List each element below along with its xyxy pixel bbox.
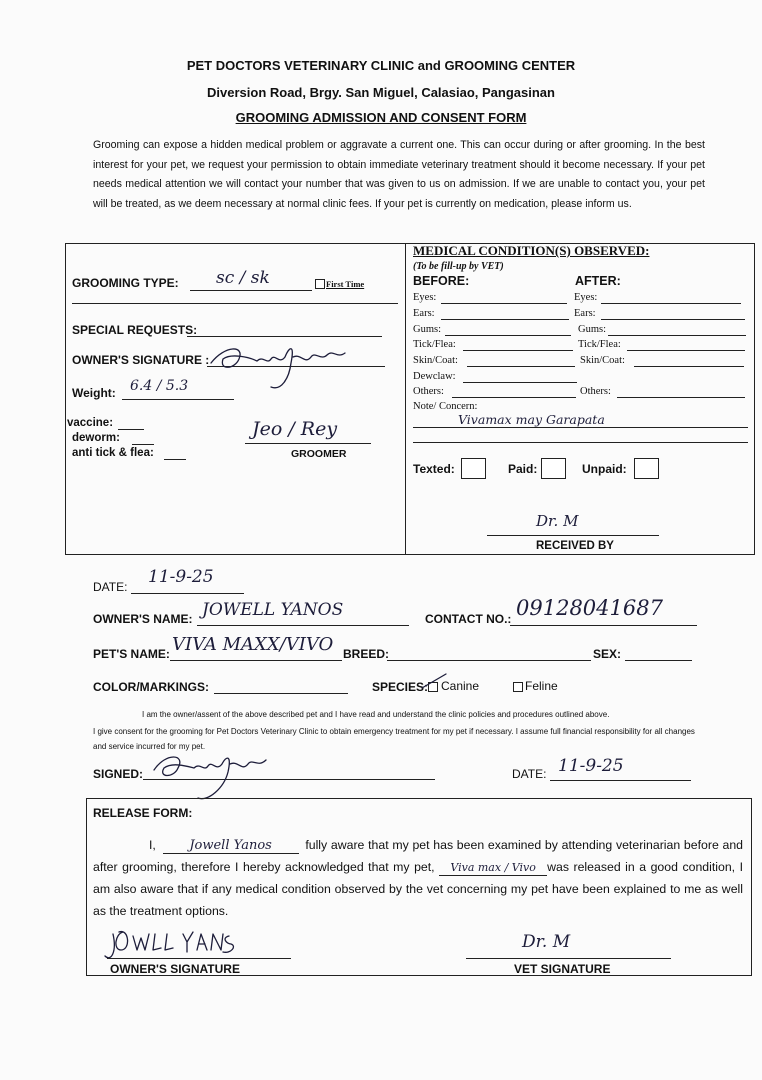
release-pet-written[interactable]: Viva max / Vivo	[439, 861, 547, 876]
owner-name-value[interactable]: JOWELL YANOS	[202, 600, 344, 620]
owner-signature-mark	[205, 335, 355, 395]
owner-name-label: OWNER'S NAME:	[93, 612, 193, 626]
before-skin-coat: Skin/Coat:	[413, 355, 458, 366]
consent-text-2: I give consent for the grooming for Pet Doctors Veterinary Clinic to obtain emergency treatment for my pet if necessary. I assume full financial responsibility for all changes and service incurred for my pet.	[93, 727, 695, 751]
canine-label: Canine	[441, 679, 480, 693]
paid-checkbox[interactable]	[541, 458, 566, 479]
release-text-2: fully aware that my pet has been examined by attending veterinarian before and after grooming, therefore I hereby acknowledged that my pet,	[93, 838, 744, 874]
date-value[interactable]: 11-9-25	[148, 567, 214, 587]
before-others: Others:	[413, 386, 444, 397]
note-concern-label: Note/ Concern:	[413, 401, 478, 412]
date-label: DATE:	[93, 580, 128, 594]
medical-condition-subtitle: (To be fill-up by VET)	[413, 261, 504, 272]
texted-label: Texted:	[413, 462, 455, 476]
contact-value[interactable]: 09128041687	[516, 596, 663, 620]
deworm-label: deworm:	[72, 432, 120, 444]
grooming-type-label: GROOMING TYPE:	[72, 276, 179, 290]
box-divider	[405, 243, 406, 555]
texted-checkbox[interactable]	[461, 458, 486, 479]
first-time-checkbox[interactable]	[315, 279, 325, 289]
before-label: BEFORE:	[413, 274, 470, 288]
after-ears: Ears:	[574, 308, 596, 319]
release-text-3: was released in a good condition, I am also aware that if any medical condition observed by the vet concerning my pet have been explained to me as well as the treatment options.	[93, 860, 744, 918]
breed-label: BREED:	[343, 647, 390, 661]
sex-label: SEX:	[593, 647, 622, 661]
paid-label: Paid:	[508, 462, 538, 476]
received-by-value[interactable]: Dr. M	[536, 512, 579, 530]
unpaid-checkbox[interactable]	[634, 458, 659, 479]
vaccine-label: vaccine:	[67, 417, 114, 429]
release-owner-written[interactable]: Jowell Yanos	[163, 839, 299, 854]
species-label: SPECIES:	[372, 680, 429, 694]
unpaid-label: Unpaid:	[582, 462, 627, 476]
contact-label: CONTACT NO.:	[425, 612, 512, 626]
weight-label: Weight:	[72, 386, 116, 400]
release-text-1: I,	[149, 838, 156, 852]
grooming-type-value[interactable]: sc / sk	[216, 268, 270, 288]
pet-name-value[interactable]: VIVA MAXX/VIVO	[172, 634, 334, 655]
groomer-label: GROOMER	[291, 448, 347, 460]
after-skin-coat: Skin/Coat:	[580, 355, 625, 366]
groomer-value[interactable]: Jeo / Rey	[252, 418, 338, 440]
intro-paragraph: Grooming can expose a hidden medical problem or aggravate a current one. This can occur during or after grooming. In the best interest for your pet, we request your permission to obtain immediate veterinary treatment should it become necessary. If your pet needs medical attention we will contact your number that was given to us on admission. If we are unable to contact you, your pet will be treated, as we deem necessary at normal clinic fees. If your pet is currently on medication, please inform us.	[93, 139, 705, 210]
before-gums: Gums:	[413, 324, 442, 335]
after-eyes: Eyes:	[574, 292, 598, 303]
medical-condition-title: MEDICAL CONDITION(S) OBSERVED:	[413, 243, 650, 258]
color-markings-label: COLOR/MARKINGS:	[93, 680, 209, 694]
weight-value[interactable]: 6.4 / 5.3	[130, 378, 189, 394]
before-tick-flea: Tick/Flea:	[413, 339, 456, 350]
feline-label: Feline	[525, 679, 558, 693]
before-eyes: Eyes:	[413, 292, 437, 303]
received-by-label: RECEIVED BY	[536, 540, 614, 552]
form-title: GROOMING ADMISSION AND CONSENT FORM	[235, 110, 527, 125]
vet-signature-value[interactable]: Dr. M	[522, 932, 571, 952]
signed-date-label: DATE:	[512, 767, 547, 781]
clinic-address: Diversion Road, Brgy. San Miguel, Calasiao, Pangasinan	[207, 85, 555, 100]
before-dewclaw: Dewclaw:	[413, 371, 456, 382]
owner-signature-label: OWNER'S SIGNATURE :	[72, 353, 210, 367]
release-form-title: RELEASE FORM:	[93, 806, 193, 820]
before-ears: Ears:	[413, 308, 435, 319]
after-label: AFTER:	[575, 274, 621, 288]
feline-checkbox[interactable]	[513, 682, 523, 692]
consent-text-1: I am the owner/assent of the above described pet and I have read and understand the clinic policies and procedures outlined above.	[142, 710, 610, 719]
clinic-name: PET DOCTORS VETERINARY CLINIC and GROOMING CENTER	[186, 58, 576, 73]
vet-signature-label: VET SIGNATURE	[514, 962, 611, 976]
first-time-label: First Time	[326, 279, 365, 289]
special-requests-label: SPECIAL REQUESTS:	[72, 323, 198, 337]
release-paragraph	[93, 834, 743, 922]
note-concern-value[interactable]: Vivamax may Garapata	[458, 412, 605, 427]
after-gums: Gums:	[578, 324, 607, 335]
pet-name-label: PET'S NAME:	[93, 647, 170, 661]
after-others: Others:	[580, 386, 611, 397]
signed-date-value[interactable]: 11-9-25	[558, 756, 624, 776]
anti-tick-label: anti tick & flea:	[72, 447, 154, 459]
release-owner-signature-label: OWNER'S SIGNATURE	[110, 962, 240, 976]
after-tick-flea: Tick/Flea:	[578, 339, 621, 350]
signed-label: SIGNED:	[93, 767, 144, 781]
